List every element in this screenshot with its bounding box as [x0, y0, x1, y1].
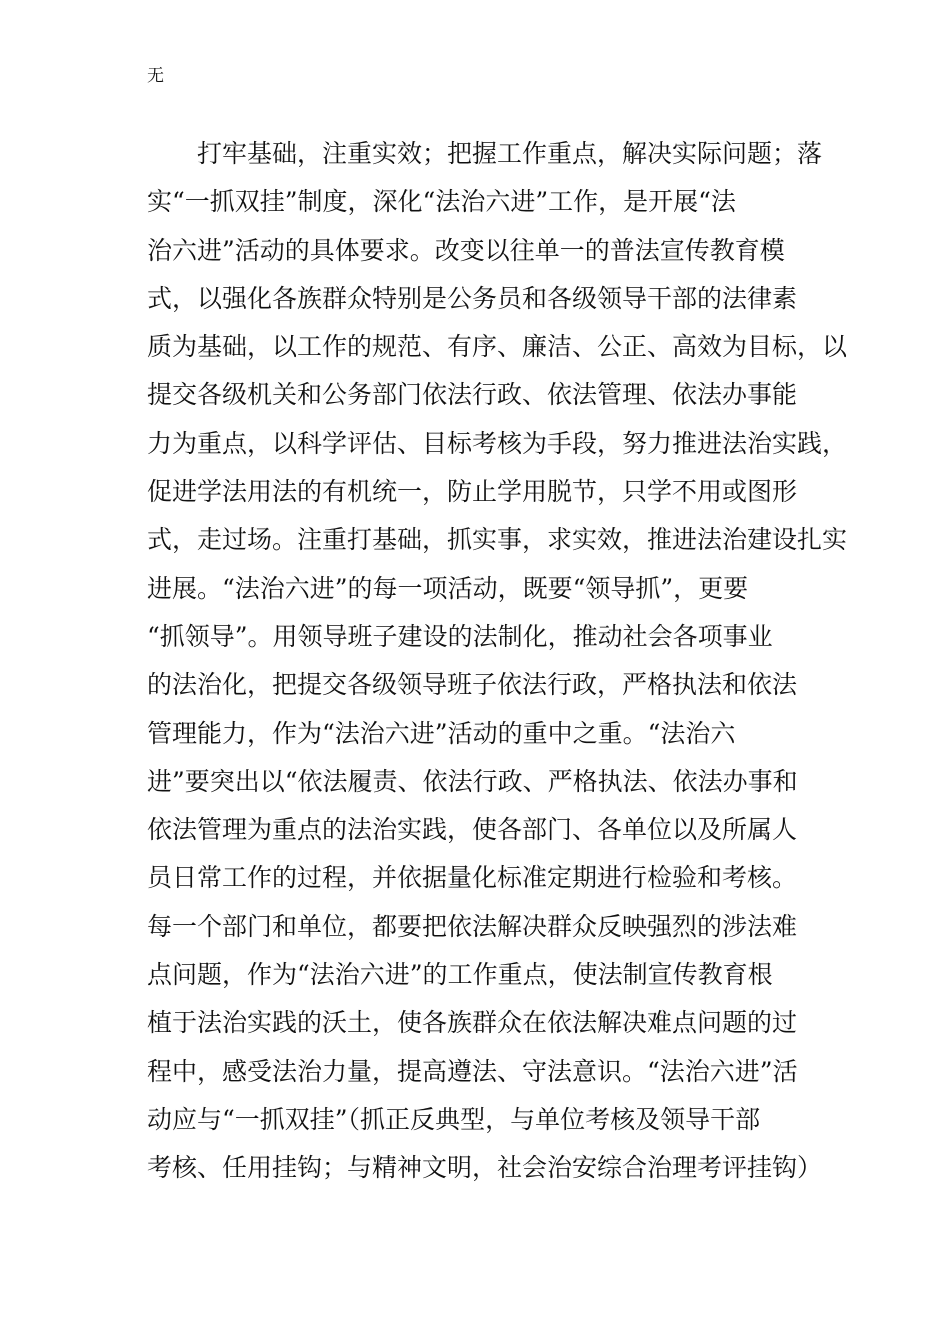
paragraph-line: 促进学法用法的有机统一，防止学用脱节，只学不用或图形	[147, 477, 798, 507]
paragraph-line: 打牢基础，注重实效；把握工作重点，解决实际问题；落	[197, 139, 823, 168]
paragraph-line: 动应与“一抓双挂”（抓正反典型，与单位考核及领导干部	[147, 1104, 761, 1134]
paragraph-line: 式，走过场。注重打基础，抓实事，求实效，推进法治建设扎实	[147, 525, 848, 555]
paragraph-line: 式，以强化各族群众特别是公务员和各级领导干部的法律素	[147, 283, 798, 313]
paragraph-line: 治六进”活动的具体要求。改变以往单一的普法宣传教育模	[147, 235, 785, 265]
paragraph-line: 程中，感受法治力量，提高遵法、守法意识。“法治六进”活	[147, 1056, 798, 1086]
paragraph-line: 员日常工作的过程，并依据量化标准定期进行检验和考核。	[147, 863, 798, 893]
paragraph-line: “抓领导”。用领导班子建设的法制化，推动社会各项事业	[147, 621, 773, 651]
paragraph-line: 质为基础，以工作的规范、有序、廉洁、公正、高效为目标，以	[147, 332, 848, 362]
paragraph-line: 考核、任用挂钩；与精神文明，社会治安综合治理考评挂钩）	[147, 1153, 823, 1183]
paragraph-line: 的法治化，把提交各级领导班子依法行政，严格执法和依法	[147, 670, 798, 700]
paragraph-line: 实“一抓双挂”制度，深化“法治六进”工作，是开展“法	[147, 187, 736, 217]
paragraph-line: 点问题，作为“法治六进”的工作重点，使法制宣传教育根	[147, 960, 773, 990]
paragraph-line: 提交各级机关和公务部门依法行政、依法管理、依法办事能	[147, 380, 798, 410]
paragraph-line: 管理能力，作为“法治六进”活动的重中之重。“法治六	[147, 718, 736, 748]
paragraph-line: 进”要突出以“依法履责、依法行政、严格执法、依法办事和	[147, 766, 798, 796]
paragraph-line: 植于法治实践的沃土，使各族群众在依法解决难点问题的过	[147, 1008, 798, 1038]
paragraph-line: 进展。“法治六进”的每一项活动，既要“领导抓”，更要	[147, 573, 749, 603]
body-paragraph	[147, 130, 848, 1193]
paragraph-line: 每一个部门和单位，都要把依法解决群众反映强烈的涉法难	[147, 911, 798, 941]
paragraph-line: 力为重点，以科学评估、目标考核为手段，努力推进法治实践，	[147, 428, 848, 458]
paragraph-line: 依法管理为重点的法治实践，使各部门、各单位以及所属人	[147, 815, 798, 845]
header-mark: 无	[147, 66, 164, 86]
